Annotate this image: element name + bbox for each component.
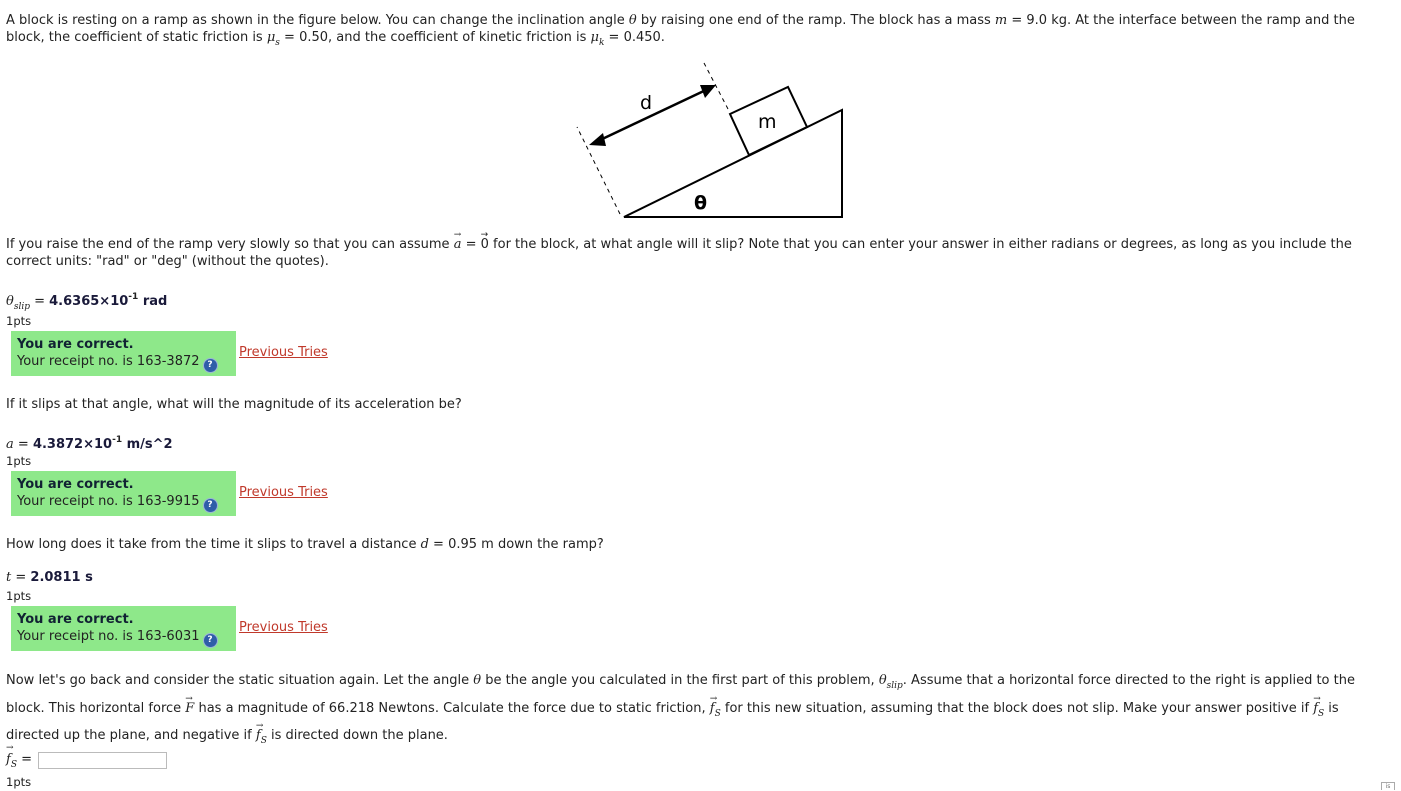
q3-receipt: Your receipt no. is 163-6031 [17,629,200,644]
q3-answer: t = 2.0811 s [6,570,93,585]
ramp-figure [570,60,860,225]
corner-widget[interactable]: is [1381,782,1395,790]
q2-points: 1pts [6,454,32,468]
q2-receipt: Your receipt no. is 163-9915 [17,494,200,509]
q4-text: Now let's go back and consider the static situation again. Let the angle θ be the angle you calculated in the first part of this problem, $\theta_{slip}$. Assume that a horizontal force directed to the right is applied to the block. This horizontal force → F has a magnitude of 66.218 Newtons. Calculate the force due to static friction, → $f_S$ for this new situation, assuming that the block does not slip. Make your answer positive if → $f_S$ is directed up the plane, and negative if → $f_S$ is directed down the plane. [6,670,1391,753]
intro-paragraph: A block is resting on a ramp as shown in the figure below. You can change the inclination angle θ by raising one end of the ramp. The block has a mass m = 9.0 kg. At the interface between the ramp and the block, the coefficient of static friction is $\mu_s = 0.50$, and the coefficient of kinetic friction is $\mu_k = 0.450$. [6,13,1355,48]
q1-correct-box [11,331,236,376]
arrow-head-left [589,133,606,146]
label-d: d [640,92,653,114]
q2-answer: $a = 4.3872\times 10^{-1}$ m/s^2 [6,435,173,452]
label-theta: θ [694,192,708,214]
q4-points: 1pts [6,775,32,789]
help-icon[interactable]: ? [203,498,218,513]
q4-answer-label: → $f_S$ = [6,752,32,770]
q2-status: You are correct. [17,477,134,492]
q3-correct-box [11,606,236,651]
help-icon[interactable]: ? [203,633,218,648]
q3-status: You are correct. [17,612,134,627]
friction-answer-input[interactable] [38,752,167,769]
distance-arrow-line [598,89,708,141]
label-m: m [758,111,777,133]
q1-text: If you raise the end of the ramp very slowly so that you can assume → a = → 0 for the block, at what angle will it slip? Note that you can enter your answer in either radians or degrees, as long as you include the correct units: "rad" or "deg" (without the quotes). [6,236,1391,270]
q1-status: You are correct. [17,337,134,352]
q2-previous-tries-link[interactable]: Previous Tries [239,485,328,500]
q3-text: How long does it take from the time it slips to travel a distance d = 0.95 m down the ramp? [6,537,604,552]
ramp-triangle [624,110,842,217]
q1-previous-tries-link[interactable]: Previous Tries [239,345,328,360]
q1-receipt: Your receipt no. is 163-3872 [17,354,200,369]
q1-answer: $\theta_{slip} = 4.6365\times 10^{-1}$ rad [6,292,168,312]
q3-previous-tries-link[interactable]: Previous Tries [239,620,328,635]
help-icon[interactable]: ? [203,358,218,373]
q2-correct-box [11,471,236,516]
q1-points: 1pts [6,314,32,328]
q3-points: 1pts [6,589,32,603]
q2-text: If it slips at that angle, what will the magnitude of its acceleration be? [6,397,462,412]
